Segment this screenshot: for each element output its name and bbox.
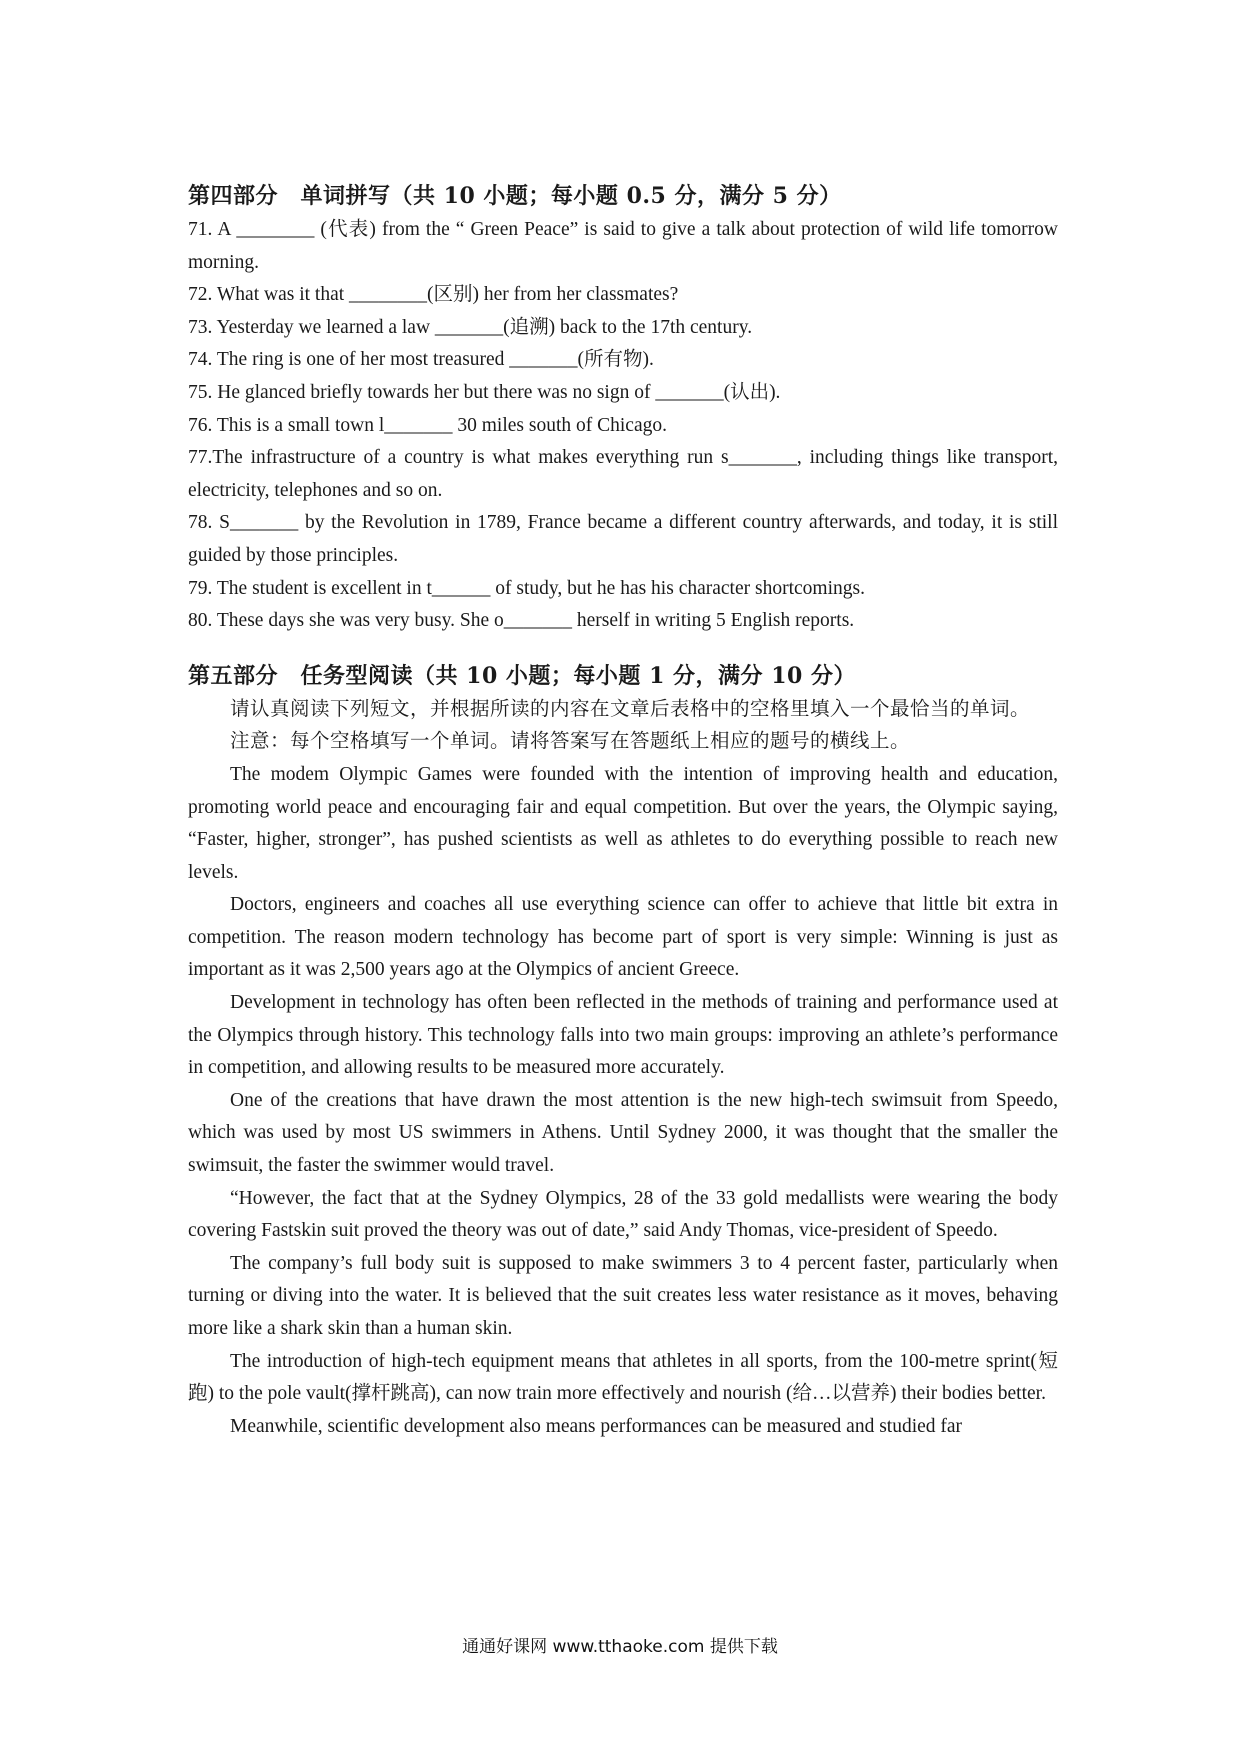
section-4-title: 第四部分 单词拼写（共 10 小题；每小题 0.5 分，满分 5 分） — [188, 183, 842, 209]
passage-paragraph-8: Meanwhile, scientific development also means performances can be measured and studied far — [230, 1415, 963, 1437]
reading-passage — [188, 759, 1058, 1443]
question-77: 77.The infrastructure of a country is what makes everything run s_______, including things like transport, electricity, telephones and so on. — [188, 447, 1058, 501]
spelling-questions — [188, 214, 1058, 638]
question-73: 73. Yesterday we learned a law _______(追溯) back to the 17th century. — [188, 316, 753, 338]
question-80: 80. These days she was very busy. She o_______ herself in writing 5 English reports. — [188, 610, 855, 632]
question-79: 79. The student is excellent in t______ of study, but he has his character shortcomings. — [188, 577, 865, 599]
question-78: 78. S_______ by the Revolution in 1789, France became a different country afterwards, and today, it is still guided by those principles. — [188, 512, 1058, 566]
reading-note: 注意：每个空格填写一个单词。请将答案写在答题纸上相应的题号的横线上。 — [230, 731, 911, 753]
question-75: 75. He glanced briefly towards her but there was no sign of _______(认出). — [188, 381, 781, 403]
reading-instruction: 请认真阅读下列短文，并根据所读的内容在文章后表格中的空格里填入一个最恰当的单词。 — [230, 698, 1031, 720]
question-71: 71. A ________ (代表) from the “ Green Peace” is said to give a talk about protection of wild life tomorrow morning. — [188, 219, 1058, 273]
question-72: 72. What was it that ________(区别) her from her classmates? — [188, 284, 679, 306]
passage-paragraph-4: One of the creations that have drawn the most attention is the new high-tech swimsuit from Speedo, which was used by most US swimmers in Athens. Until Sydney 2000, it was thought that the smaller the swimsuit, the faster the swimmer would travel. — [188, 1089, 1058, 1177]
passage-paragraph-1: The modem Olympic Games were founded with the intention of improving health and education, promoting world peace and encouraging fair and equal competition. But over the years, the Olympic saying, “Faster, higher, stronger”, has pushed scientists as well as athletes to do everything possible to reach new levels. — [188, 763, 1058, 883]
question-74: 74. The ring is one of her most treasured _______(所有物). — [188, 349, 654, 371]
passage-paragraph-5: “However, the fact that at the Sydney Olympics, 28 of the 33 gold medallists were wearing the body covering Fastskin suit proved the theory was out of date,” said Andy Thomas, vice-president of Speedo. — [188, 1187, 1058, 1242]
passage-paragraph-7: The introduction of high-tech equipment means that athletes in all sports, from the 100-metre sprint(短跑) to the pole vault(撑杆跳高), can now train more effectively and nourish (给…以营养) their bodies better. — [188, 1350, 1058, 1405]
page-footer: 通通好课网 www.tthaoke.com 提供下载 — [462, 1637, 778, 1657]
section-5-title: 第五部分 任务型阅读（共 10 小题；每小题 1 分，满分 10 分） — [188, 662, 856, 689]
passage-paragraph-2: Doctors, engineers and coaches all use everything science can offer to achieve that little bit extra in competition. The reason modern technology has become part of sport is very simple: Winning is just as important as it was 2,500 years ago at the Olympics of ancient Greece. — [188, 894, 1058, 981]
passage-paragraph-6: The company’s full body suit is supposed to make swimmers 3 to 4 percent faster, particularly when turning or diving into the water. It is believed that the suit creates less water resistance as it moves, behaving more like a shark skin than a human skin. — [188, 1252, 1058, 1339]
document-page — [188, 178, 1058, 1443]
question-76: 76. This is a small town l_______ 30 miles south of Chicago. — [188, 414, 667, 436]
passage-paragraph-3: Development in technology has often been reflected in the methods of training and performance used at the Olympics through history. This technology falls into two main groups: improving an athlete’s performance in competition, and allowing results to be measured more accurately. — [188, 992, 1058, 1079]
